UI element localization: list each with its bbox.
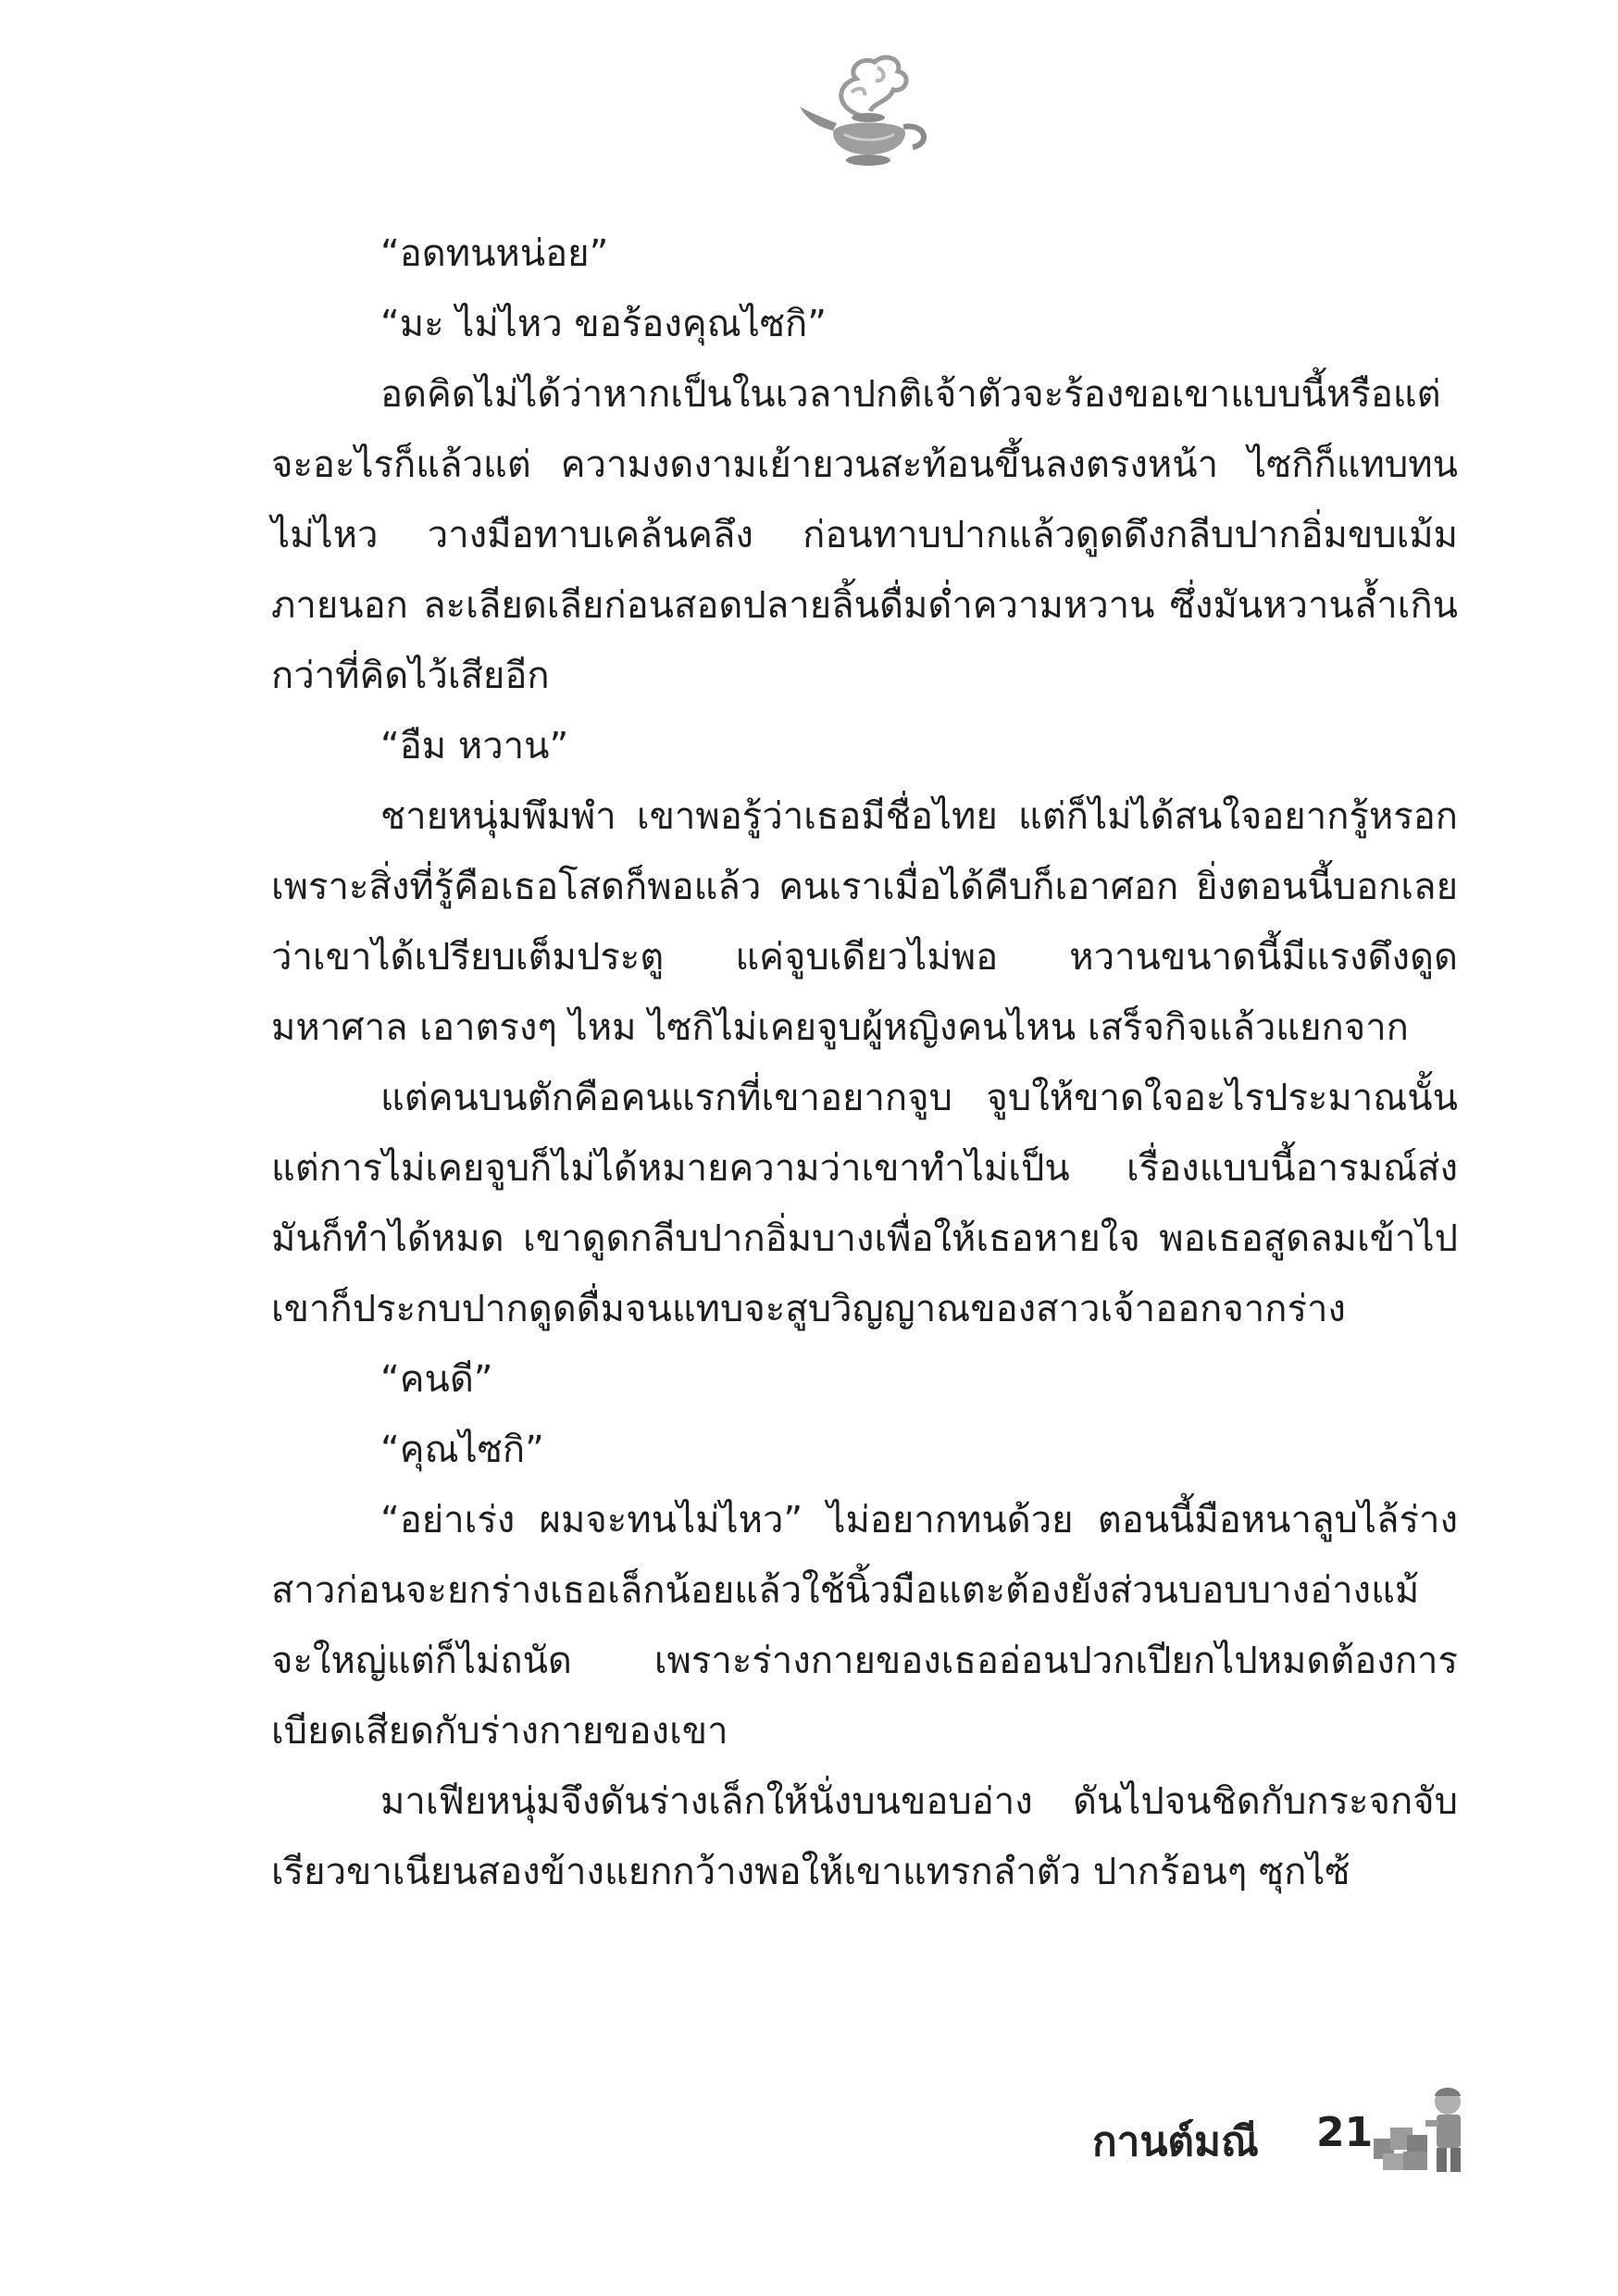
page-footer bbox=[1092, 2074, 1462, 2194]
paragraph: “อย่าเร่ง ผมจะทนไม่ไหว” ไม่อยากทนด้วย ตอนนี้มือหนาลูบไล้ร่างสาวก่อนจะยกร่างเธอเล็กน้อยแล้วใช้นิ้วมือแตะต้องยังส่วนบอบบางอ่างแม้จะใหญ่แต่ก็ไม่ถนัด เพราะร่างกายของเธออ่อนปวกเปียกไปหมดต้องการเบียดเสียดกับร่างกายของเขา bbox=[271, 1499, 1458, 1753]
paragraph: แต่คนบนตักคือคนแรกที่เขาอยากจูบ จูบให้ขาดใจอะไรประมาณนั้นแต่การไม่เคยจูบก็ไม่ได้หมายความว่าเขาทำไม่เป็น เรื่องแบบนี้อารมณ์ส่งมันก็ทำได้หมด เขาดูดกลีบปากอิ่มบางเพื่อให้เธอหายใจ พอเธอสูดลมเข้าไปเขาก็ประกบปากดูดดื่มจนแทบจะสูบวิญญาณของสาวเจ้าออกจากร่าง bbox=[271, 1077, 1458, 1330]
paragraph: อดคิดไม่ได้ว่าหากเป็นในเวลาปกติเจ้าตัวจะร้องขอเขาแบบนี้หรือแต่จะอะไรก็แล้วแต่ ความงดงามเย้ายวนสะท้อนขึ้นลงตรงหน้า ไซกิก็แทบทนไม่ไหว วางมือทาบเคล้นคลึง ก่อนทาบปากแล้วดูดดึงกลีบปากอิ่มขบเม้มภายนอก ละเลียดเลียก่อนสอดปลายลิ้นดื่มด่ำความหวาน ซึ่งมันหวานล้ำเกินกว่าที่คิดไว้เสียอีก bbox=[271, 373, 1458, 697]
paragraph: มาเฟียหนุ่มจึงดันร่างเล็กให้นั่งบนขอบอ่าง ดันไปจนชิดกับกระจกจับเรียวขาเนียนสองข้างแยกกว้างพอให้เขาแทรกลำตัว ปากร้อนๆ ซุกไซ้ bbox=[271, 1780, 1458, 1893]
paragraph: ชายหนุ่มพึมพำ เขาพอรู้ว่าเธอมีชื่อไทย แต่ก็ไม่ได้สนใจอยากรู้หรอกเพราะสิ่งที่รู้คือเธอโสดก็พอแล้ว คนเราเมื่อได้คืบก็เอาศอก ยิ่งตอนนี้บอกเลยว่าเขาได้เปรียบเต็มประตู แค่จูบเดียวไม่พอ หวานขนาดนี้มีแรงดึงดูดมหาศาล เอาตรงๆ ไหม ไซกิไม่เคยจูบผู้หญิงคนไหน เสร็จกิจแล้วแยกจาก bbox=[271, 795, 1458, 1049]
paragraph: “คุณไซกิ” bbox=[380, 1429, 544, 1471]
paragraph: “คนดี” bbox=[380, 1358, 493, 1401]
author-name: กานต์มณี bbox=[1092, 2118, 1259, 2165]
lamp-genie-icon bbox=[796, 51, 935, 171]
paragraph: “มะ ไม่ไหว ขอร้องคุณไซกิ” bbox=[380, 303, 827, 345]
page-body bbox=[271, 218, 1458, 1907]
paragraph: “อืม หวาน” bbox=[380, 725, 569, 767]
boy-with-blocks-icon bbox=[1370, 2074, 1476, 2180]
page-number: 21 bbox=[1316, 2109, 1374, 2156]
paragraph: “อดทนหน่อย” bbox=[380, 232, 609, 275]
